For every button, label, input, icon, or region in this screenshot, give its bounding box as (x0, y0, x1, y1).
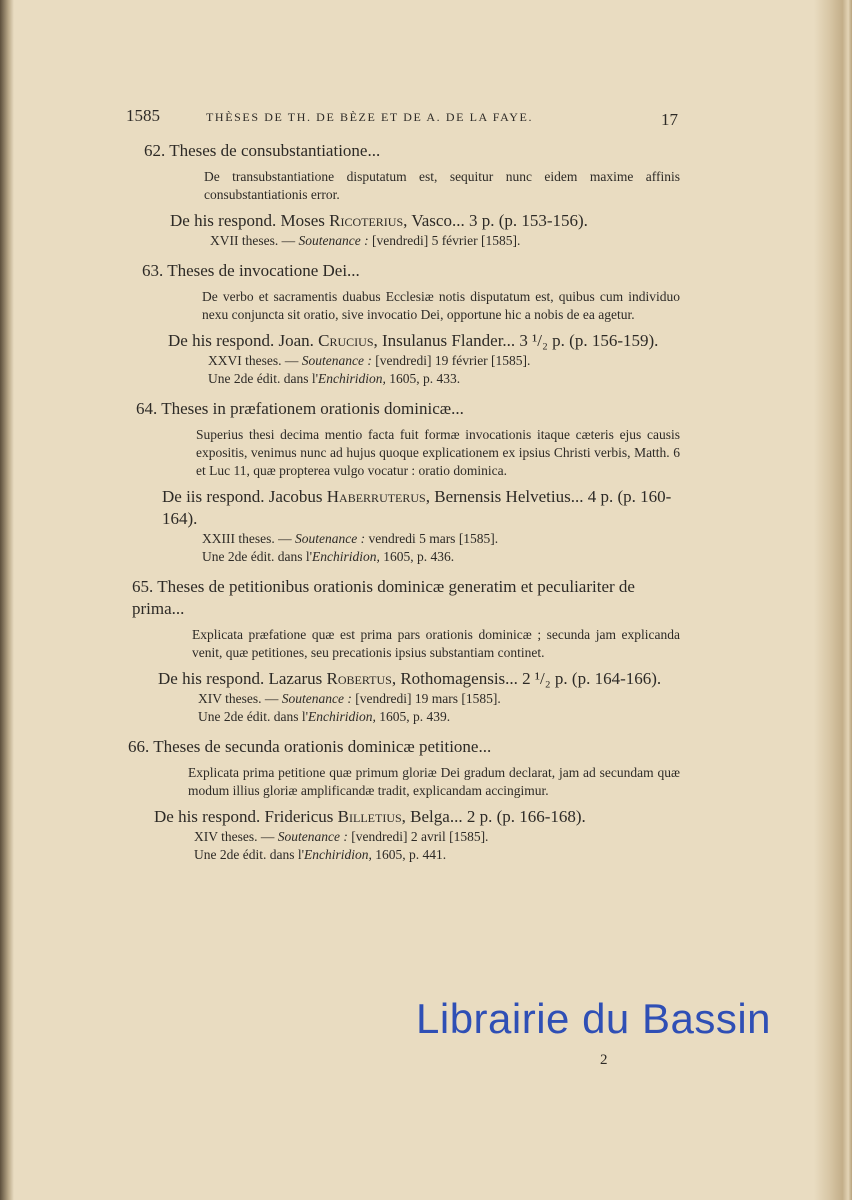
note-text: XIV theses. — (194, 829, 278, 844)
entry-summary: De transubstantiatione disputatum est, sequitur nunc eidem maxime affinis consubstantiationis error. (204, 169, 680, 202)
note-rest: 1605, p. 441. (371, 847, 447, 862)
page-gutter-shadow (0, 0, 14, 1200)
note-text: XXIII theses. — (202, 531, 295, 546)
note-rest: 1605, p. 433. (385, 371, 461, 386)
defense-note (208, 352, 680, 370)
respondent-prefix: De his respond. Joan. (168, 331, 319, 350)
respondent-suffix: , Insulanus Flander... 3 ¹/₂ p. (p. 156-159). (373, 331, 659, 350)
note-italic: Enchiridion, (318, 371, 386, 386)
note-italic: Soutenance : (294, 531, 366, 546)
respondent-line (158, 668, 680, 690)
respondent-prefix: De his respond. Lazarus (158, 669, 327, 688)
page-number: 17 (661, 110, 678, 129)
note-text: XXVI theses. — (208, 353, 302, 368)
respondent-name: Haberruterus (326, 487, 426, 506)
entry-title: 63. Theses de invocatione Dei... (142, 261, 360, 280)
running-head-title: THÈSES DE TH. DE BÈZE ET DE A. DE LA FAYE. (206, 110, 534, 124)
edition-note (202, 548, 680, 566)
page-body (100, 140, 680, 874)
note-rest: 1605, p. 439. (375, 709, 451, 724)
respondent-name: Crucius (318, 331, 374, 350)
note-rest: [vendredi] 19 février [1585]. (371, 353, 531, 368)
defense-note (194, 828, 680, 846)
respondent-line (168, 330, 680, 352)
entry-63 (122, 260, 680, 388)
respondent-prefix: De iis respond. Jacobus (162, 487, 327, 506)
entry-title: 64. Theses in præfationem orationis dominicæ... (136, 399, 464, 418)
watermark-text: Librairie du Bassin (416, 995, 772, 1042)
respondent-prefix: De his respond. Fridericus (154, 807, 338, 826)
note-rest: [vendredi] 19 mars [1585]. (351, 691, 501, 706)
note-text: Une 2de édit. dans l' (198, 709, 309, 724)
respondent-suffix: , Rothomagensis... 2 ¹/₂ p. (p. 164-166). (391, 669, 662, 688)
note-text: XIV theses. — (198, 691, 282, 706)
entry-66 (108, 736, 680, 864)
entry-summary: Superius thesi decima mentio facta fuit formæ invocationis itaque cæteris ejus causis expositis, venimus nunc ad hujus quoque explicationem ex ipsius Christi verbis, Matth. 6 et Luc 11, quæ propterea vulgo vocatur : oratio dominica. (196, 427, 680, 478)
note-italic: Enchiridion, (312, 549, 380, 564)
note-text: Une 2de édit. dans l' (202, 549, 313, 564)
note-italic: Enchiridion, (304, 847, 372, 862)
respondent-name: Robertus (326, 669, 392, 688)
page-edge-shadow (814, 0, 852, 1200)
entry-title: 66. Theses de secunda orationis dominicæ petitione... (128, 737, 492, 756)
note-rest: 1605, p. 436. (379, 549, 455, 564)
respondent-name: Billetius (337, 807, 402, 826)
note-rest: [vendredi] 2 avril [1585]. (347, 829, 489, 844)
note-italic: Soutenance : (277, 829, 348, 844)
defense-note (202, 530, 680, 548)
defense-note (210, 232, 680, 250)
note-text: XVII theses. — (210, 233, 299, 248)
signature-mark: 2 (600, 1052, 608, 1068)
running-head (126, 106, 678, 130)
entry-65 (112, 576, 680, 726)
note-text: Une 2de édit. dans l' (194, 847, 305, 862)
note-italic: Soutenance : (281, 691, 352, 706)
respondent-suffix: , Vasco... 3 p. (p. 153-156). (403, 211, 588, 230)
respondent-line (170, 210, 680, 232)
respondent-prefix: De his respond. Moses (170, 211, 330, 230)
respondent-line (162, 486, 680, 530)
note-rest: vendredi 5 mars [1585]. (365, 531, 499, 546)
entry-summary: De verbo et sacramentis duabus Ecclesiæ notis disputatum est, quibus cum individuo nexu conjuncta sit oratio, sive invocatio Dei, opportune hic a nobis de ea agetur. (202, 289, 680, 322)
respondent-name: Ricoterius (329, 211, 404, 230)
note-italic: Soutenance : (301, 353, 372, 368)
entry-62 (124, 140, 680, 250)
note-italic: Enchiridion, (308, 709, 376, 724)
note-italic: Soutenance : (298, 233, 369, 248)
respondent-suffix: , Belga... 2 p. (p. 166-168). (401, 807, 586, 826)
respondent-line (154, 806, 680, 828)
entry-title: 65. Theses de petitionibus orationis dominicæ generatim et peculiariter de prima... (132, 577, 635, 618)
note-text: Une 2de édit. dans l' (208, 371, 319, 386)
edition-note (198, 708, 680, 726)
entry-summary: Explicata præfatione quæ est prima pars orationis dominicæ ; secunda jam explicanda venit, quæ petitiones, seu precationis ipsius substantiam continet. (192, 627, 680, 660)
respondent-suffix: , Bernensis Helvetius... 4 p. (p. 160-164). (162, 487, 672, 528)
running-head-year: 1585 (126, 106, 160, 125)
defense-note (198, 690, 680, 708)
note-rest: [vendredi] 5 février [1585]. (368, 233, 521, 248)
entry-64 (116, 398, 680, 566)
entry-title: 62. Theses de consubstantiatione... (144, 141, 381, 160)
entry-summary: Explicata prima petitione quæ primum gloriæ Dei gradum declarat, jam ad secundam quæ modum illius gloriæ amplificandæ tradit, explicandam accingimur. (188, 765, 680, 798)
edition-note (194, 846, 680, 864)
edition-note (208, 370, 680, 388)
